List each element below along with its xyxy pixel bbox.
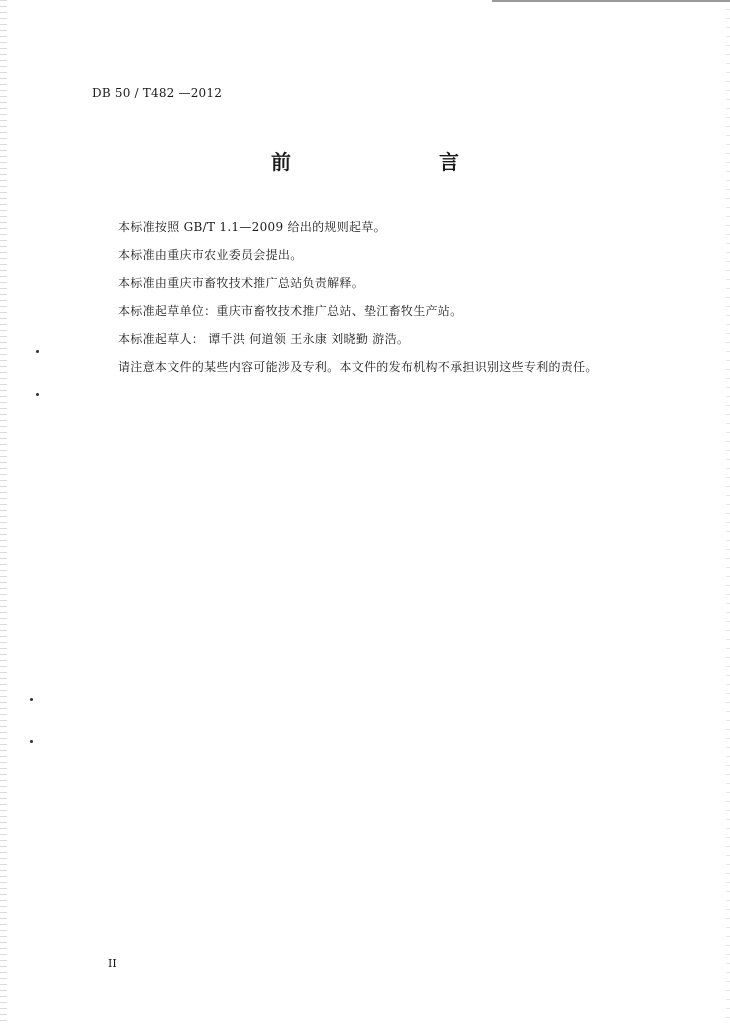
paragraph-drafting-units: 本标准起草单位：重庆市畜牧技术推广总站、垫江畜牧生产站。 [118,304,463,318]
scan-speck [36,350,39,353]
scan-speck [30,740,33,743]
scan-speck [36,393,39,396]
paragraph-drafters: 本标准起草人： 谭千洪 何道领 王永康 刘晓勤 游浩。 [118,332,410,346]
scan-speck [30,698,33,701]
page-number: II [108,957,117,970]
paragraph-interpreter: 本标准由重庆市畜牧技术推广总站负责解释。 [118,276,365,290]
paragraph-drafting-rules: 本标准按照 GB/T 1.1—2009 给出的规则起草。 [118,220,386,234]
document-code: DB 50 / T482 —2012 [92,86,223,100]
scan-top-line [492,0,730,2]
paragraph-patent-notice: 请注意本文件的某些内容可能涉及专利。本文件的发布机构不承担识别这些专利的责任。 [118,360,598,374]
paragraph-proposer: 本标准由重庆市农业委员会提出。 [118,248,303,262]
preface-title: 前 言 [271,150,495,174]
